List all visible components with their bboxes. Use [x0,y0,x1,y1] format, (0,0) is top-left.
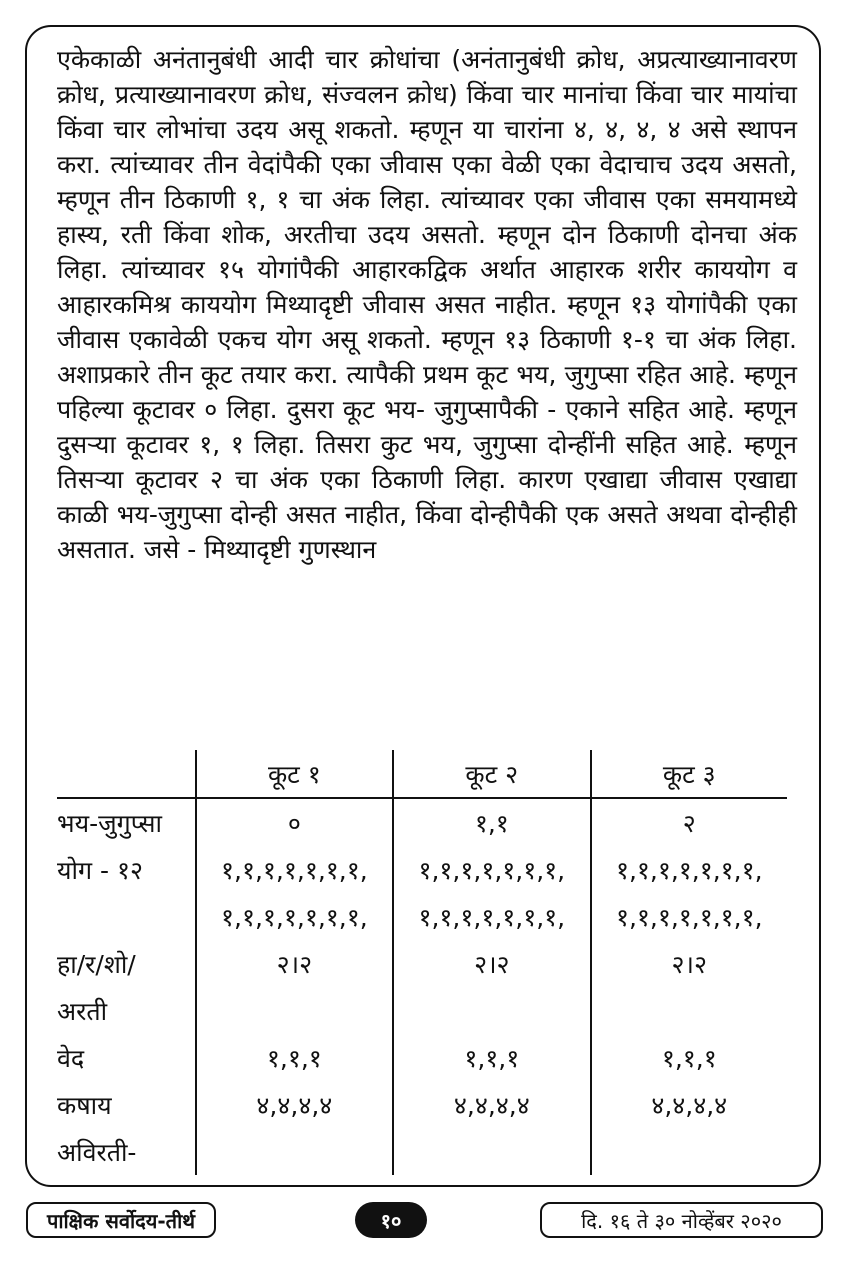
table-header-row [57,750,787,798]
table-cell: १,१,१,१,१,१,१, [196,846,393,893]
table-cell [591,987,787,1034]
row-label: योग - १२ [57,855,143,885]
table-row [57,798,787,846]
table-cell: १,१,१,१,१,१,१, [591,893,787,940]
header-koot-3: कूट ३ [591,750,787,798]
table-row [57,1128,787,1175]
table-cell: १,१,१ [196,1034,393,1081]
header-koot-2: कूट २ [393,750,590,798]
body-paragraph: एकेकाळी अनंतानुबंधी आदी चार क्रोधांचा (अनंतानुबंधी क्रोध, अप्रत्याख्यानावरण क्रोध, प्रत्याख्यानावरण क्रोध, संज्वलन क्रोध) किंवा चार मानांचा किंवा चार मायांचा किंवा चार लोभांचा उदय असू शकतो. म्हणून या चारांना ४, ४, ४, ४ असे स्थापन करा. त्यांच्यावर तीन वेदांपैकी एका जीवास एका वेळी एका वेदाचाच उदय असतो, म्हणून तीन ठिकाणी १, १ चा अंक लिहा. त्यांच्यावर एका जीवास एका समयामध्ये हास्य, रती किंवा शोक, अरतीचा उदय असतो. म्हणून दोन ठिकाणी दोनचा अंक लिहा. त्यांच्यावर १५ योगांपैकी आहारकद्विक अर्थात आहारक शरीर काययोग व आहारकमिश्र काययोग मिथ्यादृष्टी जीवास असत नाहीत. म्हणून १३ योगांपैकी एका जीवास एकावेळी एकच योग असू शकतो. म्हणून १३ ठिकाणी १-१ चा अंक लिहा. अशाप्रकारे तीन कूट तयार करा. त्यापैकी प्रथम कूट भय, जुगुप्सा रहित आहे. म्हणून पहिल्या कूटावर ० लिहा. दुसरा कूट भय- जुगुप्सापैकी - एकाने सहित आहे. म्हणून दुसऱ्या कूटावर १, १ लिहा. तिसरा कुट भय, जुगुप्सा दोन्हींनी सहित आहे. म्हणून तिसऱ्या कूटावर २ चा अंक एका ठिकाणी लिहा. कारण एखाद्या जीवास एखाद्या काळी भय-जुगुप्सा दोन्ही असत नाहीत, किंवा दोन्हीपैकी एक असते अथवा दोन्हीही असतात. जसे - मिथ्यादृष्टी गुणस्थान [57,45,797,564]
table-cell: २।२ [591,940,787,987]
table-row [57,846,787,893]
row-label: कषाय [57,1090,112,1120]
table-cell: ० [196,798,393,846]
table-cell: २।२ [393,940,590,987]
row-label: हा/र/शो/ [57,949,136,979]
table-cell: १,१,१ [393,1034,590,1081]
row-label: अरती [57,996,108,1026]
issue-date: दि. १६ ते ३० नोव्हेंबर २०२० [540,1202,823,1238]
table-row [57,893,787,940]
table-cell [196,1128,393,1175]
page-number: १० [355,1202,427,1238]
table-cell [196,987,393,1034]
table-cell [591,1128,787,1175]
koot-table [57,750,787,1175]
header-cell-0 [57,750,196,798]
table-cell: ४,४,४,४ [591,1081,787,1128]
table-cell: ४,४,४,४ [393,1081,590,1128]
table-cell: १,१,१ [591,1034,787,1081]
table-cell: २ [591,798,787,846]
table-row [57,987,787,1034]
table-cell: १,१,१,१,१,१,१, [196,893,393,940]
table-row [57,1081,787,1128]
table-cell: १,१,१,१,१,१,१, [591,846,787,893]
table-cell: २।२ [196,940,393,987]
table-cell: १,१,१,१,१,१,१, [393,846,590,893]
table-cell: १,१ [393,798,590,846]
publication-name: पाक्षिक सर्वोदय-तीर्थ [26,1202,216,1238]
row-label: भय-जुगुप्सा [57,808,162,838]
header-koot-1: कूट १ [196,750,393,798]
table-row [57,1034,787,1081]
table-cell [393,987,590,1034]
table-cell [393,1128,590,1175]
table-row [57,940,787,987]
table-cell: १,१,१,१,१,१,१, [393,893,590,940]
table-cell: ४,४,४,४ [196,1081,393,1128]
row-label: वेद [57,1043,85,1073]
row-label: अविरती- [57,1137,137,1167]
row-label [57,893,196,940]
